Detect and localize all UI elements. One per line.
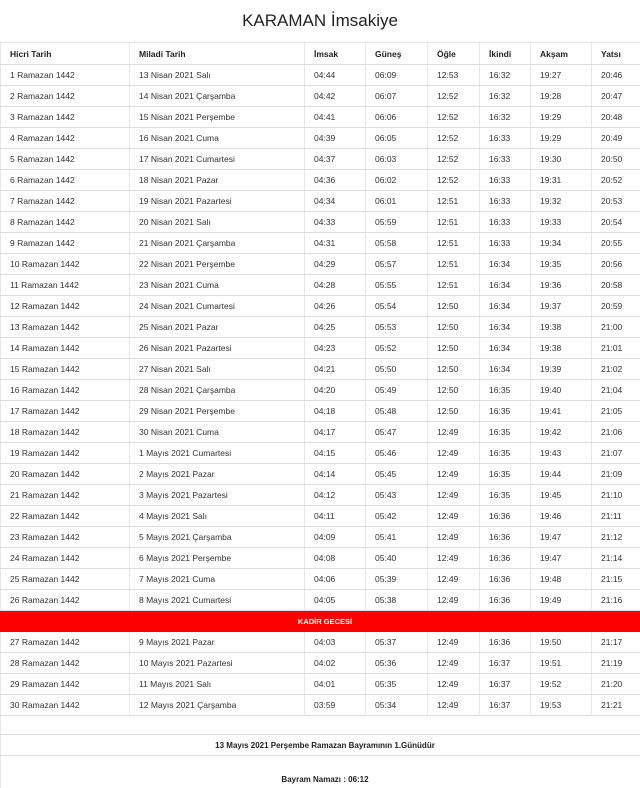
cell-aksam: 19:47 [531,548,592,569]
cell-miladi-tarih: 19 Nisan 2021 Pazartesi [130,191,305,212]
cell-ikindi: 16:35 [480,401,531,422]
cell-ogle: 12:49 [428,464,480,485]
cell-aksam: 19:33 [531,212,592,233]
cell-imsak: 04:02 [305,653,366,674]
cell-miladi-tarih: 23 Nisan 2021 Cuma [130,275,305,296]
cell-yatsi: 20:50 [592,149,640,170]
cell-ikindi: 16:36 [480,569,531,590]
cell-ogle: 12:51 [428,275,480,296]
cell-yatsi: 20:46 [592,65,640,86]
kadir-gecesi-label: KADİR GECESİ [1,611,640,632]
cell-aksam: 19:38 [531,317,592,338]
cell-yatsi: 20:48 [592,107,640,128]
cell-hicri-tarih: 26 Ramazan 1442 [1,590,130,611]
cell-gunes: 05:49 [366,380,428,401]
cell-imsak: 04:28 [305,275,366,296]
cell-miladi-tarih: 18 Nisan 2021 Pazar [130,170,305,191]
cell-gunes: 05:47 [366,422,428,443]
cell-aksam: 19:31 [531,170,592,191]
header-ogle: Öğle [428,43,480,65]
cell-miladi-tarih: 26 Nisan 2021 Pazartesi [130,338,305,359]
cell-aksam: 19:42 [531,422,592,443]
cell-gunes: 06:01 [366,191,428,212]
cell-hicri-tarih: 15 Ramazan 1442 [1,359,130,380]
cell-aksam: 19:27 [531,65,592,86]
bayram-text: 13 Mayıs 2021 Perşembe Ramazan Bayramının 1.Günüdür [1,735,640,756]
cell-ikindi: 16:35 [480,380,531,401]
footer-section [1,716,640,788]
cell-ogle: 12:49 [428,506,480,527]
cell-ikindi: 16:32 [480,86,531,107]
cell-hicri-tarih: 24 Ramazan 1442 [1,548,130,569]
header-hicri-tarih: Hicri Tarih [1,43,130,65]
cell-miladi-tarih: 24 Nisan 2021 Cumartesi [130,296,305,317]
cell-hicri-tarih: 23 Ramazan 1442 [1,527,130,548]
cell-ogle: 12:51 [428,191,480,212]
cell-yatsi: 20:54 [592,212,640,233]
cell-ikindi: 16:32 [480,65,531,86]
cell-aksam: 19:36 [531,275,592,296]
cell-imsak: 04:14 [305,464,366,485]
cell-miladi-tarih: 1 Mayıs 2021 Cumartesi [130,443,305,464]
table-row [1,65,640,86]
cell-yatsi: 21:12 [592,527,640,548]
cell-ogle: 12:51 [428,254,480,275]
cell-imsak: 04:11 [305,506,366,527]
cell-miladi-tarih: 14 Nisan 2021 Çarşamba [130,86,305,107]
cell-miladi-tarih: 8 Mayıs 2021 Cumartesi [130,590,305,611]
cell-imsak: 04:17 [305,422,366,443]
header-yatsi: Yatsı [592,43,640,65]
table-row [1,380,640,401]
table-row [1,401,640,422]
cell-ogle: 12:49 [428,443,480,464]
cell-hicri-tarih: 12 Ramazan 1442 [1,296,130,317]
cell-yatsi: 21:15 [592,569,640,590]
header-gunes: Güneş [366,43,428,65]
cell-ogle: 12:50 [428,380,480,401]
cell-hicri-tarih: 19 Ramazan 1442 [1,443,130,464]
cell-miladi-tarih: 21 Nisan 2021 Çarşamba [130,233,305,254]
cell-miladi-tarih: 28 Nisan 2021 Çarşamba [130,380,305,401]
cell-ikindi: 16:37 [480,653,531,674]
cell-miladi-tarih: 3 Mayıs 2021 Pazartesi [130,485,305,506]
cell-ogle: 12:49 [428,485,480,506]
cell-ogle: 12:50 [428,317,480,338]
cell-ikindi: 16:36 [480,590,531,611]
footer-namaz-row [1,770,640,788]
cell-aksam: 19:51 [531,653,592,674]
kadir-section [1,611,640,632]
cell-ogle: 12:50 [428,359,480,380]
cell-yatsi: 20:49 [592,128,640,149]
cell-yatsi: 21:21 [592,695,640,716]
cell-hicri-tarih: 6 Ramazan 1442 [1,170,130,191]
cell-yatsi: 20:47 [592,86,640,107]
cell-gunes: 05:54 [366,296,428,317]
cell-yatsi: 21:01 [592,338,640,359]
page-title: KARAMAN İmsakiye [0,0,640,43]
cell-gunes: 05:59 [366,212,428,233]
cell-gunes: 05:46 [366,443,428,464]
cell-ogle: 12:49 [428,695,480,716]
cell-hicri-tarih: 30 Ramazan 1442 [1,695,130,716]
table-row [1,548,640,569]
cell-ogle: 12:49 [428,569,480,590]
cell-aksam: 19:50 [531,632,592,653]
cell-ikindi: 16:34 [480,338,531,359]
cell-yatsi: 20:56 [592,254,640,275]
cell-aksam: 19:48 [531,569,592,590]
cell-miladi-tarih: 29 Nisan 2021 Perşembe [130,401,305,422]
header-ikindi: İkindi [480,43,531,65]
cell-ogle: 12:50 [428,338,480,359]
header-aksam: Akşam [531,43,592,65]
cell-gunes: 05:48 [366,401,428,422]
cell-gunes: 06:05 [366,128,428,149]
cell-yatsi: 20:59 [592,296,640,317]
cell-ikindi: 16:35 [480,485,531,506]
cell-imsak: 04:20 [305,380,366,401]
cell-aksam: 19:34 [531,233,592,254]
cell-yatsi: 21:02 [592,359,640,380]
cell-hicri-tarih: 4 Ramazan 1442 [1,128,130,149]
cell-aksam: 19:29 [531,107,592,128]
cell-ikindi: 16:34 [480,317,531,338]
cell-aksam: 19:35 [531,254,592,275]
cell-imsak: 04:31 [305,233,366,254]
cell-aksam: 19:53 [531,695,592,716]
table-row [1,128,640,149]
table-row [1,107,640,128]
cell-hicri-tarih: 1 Ramazan 1442 [1,65,130,86]
cell-hicri-tarih: 27 Ramazan 1442 [1,632,130,653]
cell-imsak: 04:09 [305,527,366,548]
cell-gunes: 05:55 [366,275,428,296]
cell-ogle: 12:49 [428,590,480,611]
cell-yatsi: 21:06 [592,422,640,443]
cell-yatsi: 20:58 [592,275,640,296]
cell-miladi-tarih: 5 Mayıs 2021 Çarşamba [130,527,305,548]
cell-ogle: 12:49 [428,527,480,548]
table-row [1,422,640,443]
cell-aksam: 19:52 [531,674,592,695]
cell-hicri-tarih: 28 Ramazan 1442 [1,653,130,674]
cell-yatsi: 20:52 [592,170,640,191]
cell-ikindi: 16:34 [480,254,531,275]
cell-ikindi: 16:34 [480,296,531,317]
table-row [1,86,640,107]
cell-aksam: 19:47 [531,527,592,548]
cell-gunes: 05:35 [366,674,428,695]
cell-aksam: 19:43 [531,443,592,464]
cell-imsak: 04:01 [305,674,366,695]
cell-hicri-tarih: 29 Ramazan 1442 [1,674,130,695]
cell-hicri-tarih: 8 Ramazan 1442 [1,212,130,233]
cell-imsak: 04:06 [305,569,366,590]
cell-gunes: 06:06 [366,107,428,128]
cell-yatsi: 21:04 [592,380,640,401]
cell-gunes: 06:07 [366,86,428,107]
table-row [1,149,640,170]
table-row [1,317,640,338]
cell-imsak: 04:33 [305,212,366,233]
cell-ikindi: 16:37 [480,674,531,695]
cell-imsak: 04:08 [305,548,366,569]
header-miladi-tarih: Miladi Tarih [130,43,305,65]
cell-miladi-tarih: 2 Mayıs 2021 Pazar [130,464,305,485]
table-row [1,653,640,674]
table-row [1,506,640,527]
cell-ogle: 12:52 [428,107,480,128]
cell-imsak: 04:39 [305,128,366,149]
rows-after [1,632,640,716]
cell-miladi-tarih: 17 Nisan 2021 Cumartesi [130,149,305,170]
footer-gap-row [1,716,640,735]
cell-hicri-tarih: 18 Ramazan 1442 [1,422,130,443]
cell-ogle: 12:52 [428,128,480,149]
table-row [1,338,640,359]
table-row [1,233,640,254]
cell-imsak: 04:12 [305,485,366,506]
cell-hicri-tarih: 25 Ramazan 1442 [1,569,130,590]
cell-ikindi: 16:33 [480,128,531,149]
cell-gunes: 05:50 [366,359,428,380]
cell-aksam: 19:45 [531,485,592,506]
cell-ogle: 12:51 [428,212,480,233]
table-row [1,632,640,653]
cell-imsak: 04:37 [305,149,366,170]
cell-aksam: 19:40 [531,380,592,401]
cell-aksam: 19:46 [531,506,592,527]
cell-yatsi: 21:20 [592,674,640,695]
table-row [1,674,640,695]
table-row [1,275,640,296]
cell-miladi-tarih: 22 Nisan 2021 Perşembe [130,254,305,275]
cell-hicri-tarih: 20 Ramazan 1442 [1,464,130,485]
cell-yatsi: 20:55 [592,233,640,254]
cell-hicri-tarih: 5 Ramazan 1442 [1,149,130,170]
cell-ikindi: 16:36 [480,506,531,527]
footer-spacer-row [1,756,640,771]
table-row [1,569,640,590]
cell-hicri-tarih: 13 Ramazan 1442 [1,317,130,338]
cell-gunes: 05:58 [366,233,428,254]
cell-yatsi: 21:07 [592,443,640,464]
cell-ogle: 12:53 [428,65,480,86]
cell-imsak: 03:59 [305,695,366,716]
cell-imsak: 04:21 [305,359,366,380]
cell-hicri-tarih: 14 Ramazan 1442 [1,338,130,359]
cell-aksam: 19:37 [531,296,592,317]
cell-miladi-tarih: 4 Mayıs 2021 Salı [130,506,305,527]
cell-gunes: 05:38 [366,590,428,611]
rows-before [1,65,640,611]
cell-ikindi: 16:33 [480,212,531,233]
table-row [1,296,640,317]
cell-hicri-tarih: 10 Ramazan 1442 [1,254,130,275]
cell-gunes: 05:53 [366,317,428,338]
bayram-namazi-text: Bayram Namazı : 06:12 [1,770,640,788]
cell-ogle: 12:52 [428,149,480,170]
kadir-gecesi-row [1,611,640,632]
cell-ikindi: 16:33 [480,191,531,212]
cell-gunes: 05:40 [366,548,428,569]
header-imsak: İmsak [305,43,366,65]
cell-aksam: 19:28 [531,86,592,107]
cell-ogle: 12:51 [428,233,480,254]
cell-ogle: 12:52 [428,86,480,107]
cell-gunes: 05:42 [366,506,428,527]
cell-gunes: 06:03 [366,149,428,170]
cell-gunes: 06:02 [366,170,428,191]
cell-ikindi: 16:36 [480,548,531,569]
cell-ogle: 12:50 [428,401,480,422]
table-row [1,254,640,275]
cell-ogle: 12:49 [428,674,480,695]
cell-miladi-tarih: 20 Nisan 2021 Salı [130,212,305,233]
cell-imsak: 04:42 [305,86,366,107]
cell-ikindi: 16:36 [480,632,531,653]
table-row [1,590,640,611]
cell-imsak: 04:36 [305,170,366,191]
footer-bayram-row [1,735,640,756]
cell-ikindi: 16:36 [480,527,531,548]
cell-yatsi: 21:00 [592,317,640,338]
cell-aksam: 19:44 [531,464,592,485]
cell-gunes: 05:57 [366,254,428,275]
table-row [1,527,640,548]
cell-yatsi: 21:14 [592,548,640,569]
cell-imsak: 04:44 [305,65,366,86]
imsakiye-table [0,43,640,788]
cell-miladi-tarih: 11 Mayıs 2021 Salı [130,674,305,695]
table-row [1,443,640,464]
cell-miladi-tarih: 27 Nisan 2021 Salı [130,359,305,380]
cell-ikindi: 16:34 [480,359,531,380]
table-row [1,695,640,716]
cell-ikindi: 16:33 [480,149,531,170]
cell-gunes: 05:39 [366,569,428,590]
cell-yatsi: 21:11 [592,506,640,527]
cell-gunes: 05:43 [366,485,428,506]
cell-ikindi: 16:33 [480,233,531,254]
cell-miladi-tarih: 10 Mayıs 2021 Pazartesi [130,653,305,674]
cell-aksam: 19:39 [531,359,592,380]
cell-hicri-tarih: 7 Ramazan 1442 [1,191,130,212]
cell-imsak: 04:15 [305,443,366,464]
cell-imsak: 04:34 [305,191,366,212]
cell-miladi-tarih: 16 Nisan 2021 Cuma [130,128,305,149]
cell-hicri-tarih: 3 Ramazan 1442 [1,107,130,128]
table-row [1,212,640,233]
cell-hicri-tarih: 21 Ramazan 1442 [1,485,130,506]
table-row [1,191,640,212]
cell-imsak: 04:26 [305,296,366,317]
cell-ogle: 12:52 [428,170,480,191]
cell-ikindi: 16:35 [480,422,531,443]
cell-aksam: 19:41 [531,401,592,422]
cell-ogle: 12:49 [428,632,480,653]
cell-gunes: 06:09 [366,65,428,86]
cell-hicri-tarih: 9 Ramazan 1442 [1,233,130,254]
cell-imsak: 04:05 [305,590,366,611]
cell-ikindi: 16:32 [480,107,531,128]
table-row [1,170,640,191]
cell-hicri-tarih: 22 Ramazan 1442 [1,506,130,527]
table-header-row [1,43,640,65]
cell-aksam: 19:32 [531,191,592,212]
cell-miladi-tarih: 30 Nisan 2021 Cuma [130,422,305,443]
cell-miladi-tarih: 9 Mayıs 2021 Pazar [130,632,305,653]
cell-ikindi: 16:37 [480,695,531,716]
cell-ikindi: 16:35 [480,464,531,485]
cell-miladi-tarih: 15 Nisan 2021 Perşembe [130,107,305,128]
cell-miladi-tarih: 12 Mayıs 2021 Çarşamba [130,695,305,716]
cell-imsak: 04:03 [305,632,366,653]
cell-gunes: 05:37 [366,632,428,653]
cell-ikindi: 16:35 [480,443,531,464]
cell-miladi-tarih: 25 Nisan 2021 Pazar [130,317,305,338]
cell-ikindi: 16:34 [480,275,531,296]
cell-gunes: 05:52 [366,338,428,359]
cell-yatsi: 21:09 [592,464,640,485]
cell-imsak: 04:18 [305,401,366,422]
cell-gunes: 05:36 [366,653,428,674]
cell-aksam: 19:38 [531,338,592,359]
table-row [1,485,640,506]
cell-imsak: 04:29 [305,254,366,275]
cell-aksam: 19:29 [531,128,592,149]
cell-ogle: 12:49 [428,422,480,443]
cell-miladi-tarih: 7 Mayıs 2021 Cuma [130,569,305,590]
cell-aksam: 19:30 [531,149,592,170]
cell-imsak: 04:23 [305,338,366,359]
cell-miladi-tarih: 13 Nisan 2021 Salı [130,65,305,86]
cell-imsak: 04:41 [305,107,366,128]
cell-ogle: 12:50 [428,296,480,317]
cell-yatsi: 21:05 [592,401,640,422]
cell-ikindi: 16:33 [480,170,531,191]
cell-hicri-tarih: 16 Ramazan 1442 [1,380,130,401]
cell-aksam: 19:49 [531,590,592,611]
cell-hicri-tarih: 17 Ramazan 1442 [1,401,130,422]
cell-hicri-tarih: 2 Ramazan 1442 [1,86,130,107]
cell-ogle: 12:49 [428,548,480,569]
cell-gunes: 05:34 [366,695,428,716]
cell-hicri-tarih: 11 Ramazan 1442 [1,275,130,296]
cell-yatsi: 21:10 [592,485,640,506]
cell-yatsi: 20:53 [592,191,640,212]
cell-gunes: 05:41 [366,527,428,548]
cell-gunes: 05:45 [366,464,428,485]
cell-ogle: 12:49 [428,653,480,674]
cell-yatsi: 21:17 [592,632,640,653]
cell-imsak: 04:25 [305,317,366,338]
cell-miladi-tarih: 6 Mayıs 2021 Perşembe [130,548,305,569]
table-row [1,464,640,485]
cell-yatsi: 21:19 [592,653,640,674]
cell-yatsi: 21:16 [592,590,640,611]
table-row [1,359,640,380]
